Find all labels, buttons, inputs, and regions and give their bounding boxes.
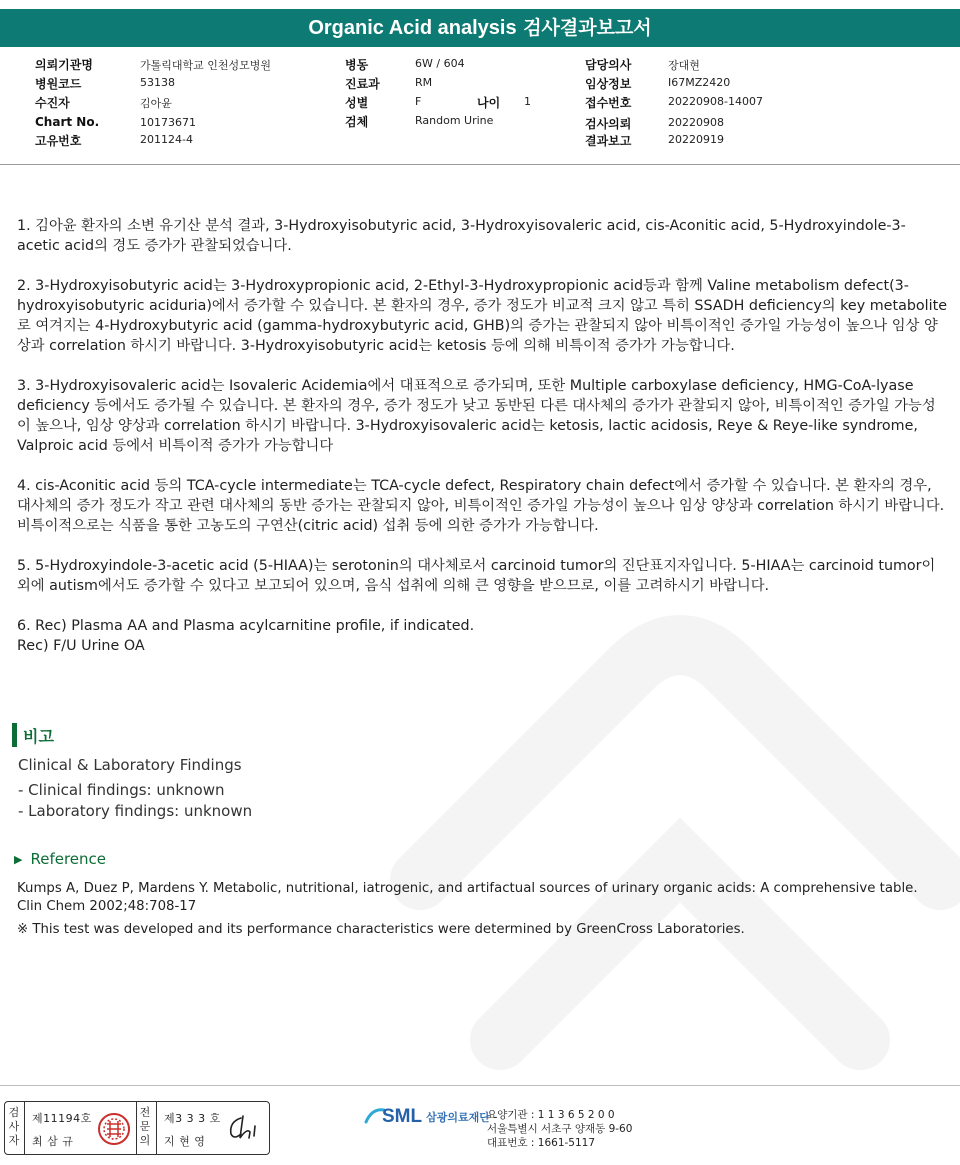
info-label-doctor: 담당의사 bbox=[585, 58, 632, 72]
info-label-receipt-no: 접수번호 bbox=[585, 96, 632, 110]
finding-paragraph-2: 2. 3-Hydroxyisobutyric acid는 3-Hydroxypropionic acid, 2-Ethyl-3-Hydroxypropionic acid등과 함께 Valine metabolism defect(3-hydroxyisobutyric aciduria)에서 증가할 수 있습니다. 본 환자의 경우, 증가 정도가 비교적 크지 않고 특히 SSADH deficiency의 key metabolite로 여겨지는 4-Hydroxybutyric acid (gamma-hydroxybutyric acid, GHB)의 증가는 관찰되지 않아 비특이적인 증가일 가능성이 높으나 임상 양상과 correlation 하시기 바랍니다. 3-Hydroxyisobutyric acid는 ketosis 등에 의해 비특이적 증가가 가능합니다. bbox=[17, 278, 947, 354]
signer1-license: 제11194호 bbox=[32, 1112, 92, 1125]
info-label-sex: 성별 bbox=[345, 96, 369, 110]
info-label-patient: 수진자 bbox=[35, 96, 70, 110]
lab-org-name: 삼광의료재단 bbox=[426, 1111, 490, 1124]
info-label-ward: 병동 bbox=[345, 58, 369, 72]
lab-address: 서울특별시 서초구 양재동 9-60 bbox=[487, 1123, 633, 1135]
reference-heading-text: Reference bbox=[30, 850, 107, 868]
info-value-clinical-info: I67MZ2420 bbox=[668, 76, 731, 89]
signature-divider bbox=[24, 1102, 25, 1154]
finding-paragraph-3: 3. 3-Hydroxyisovaleric acid는 Isovaleric Acidemia에서 대표적으로 증가되며, 또한 Multiple carboxylase deficiency, HMG-CoA-lyase deficiency 등에서도 증가될 수 있습니다. 본 환자의 경우, 증가 정도가 낮고 동반된 다른 대사체의 증가가 관찰되지 않아, 비특이적인 증가일 가능성이 높으나, 임상 양상과 correlation 하시기 바랍니다. 3-Hydroxyisovaleric acid는 ketosis, lactic acidosis, Reye & Reye-like syndrome, Valproic acid 등에서 비특이적 증가가 가능합니다 bbox=[17, 378, 936, 454]
info-label-request-date: 검사의뢰 bbox=[585, 117, 632, 131]
reference-heading bbox=[14, 850, 106, 868]
info-label-department: 진료과 bbox=[345, 77, 380, 91]
info-label-clinical-info: 임상정보 bbox=[585, 77, 632, 91]
finding-paragraph-1: 1. 김아윤 환자의 소변 유기산 분석 결과, 3-Hydroxyisobutyric acid, 3-Hydroxyisovaleric acid, cis-Aconitic acid, 5-Hydroxyindole-3-acetic acid의 경도 증가가 관찰되었습니다. bbox=[17, 218, 906, 254]
info-value-chart-no: 10173671 bbox=[140, 116, 196, 129]
info-value-specimen: Random Urine bbox=[415, 114, 494, 127]
test-disclaimer-note: ※ This test was developed and its performance characteristics were determined by GreenCross Laboratories. bbox=[17, 922, 745, 937]
info-value-request-date: 20220908 bbox=[668, 116, 724, 129]
finding-paragraph-5: 5. 5-Hydroxyindole-3-acetic acid (5-HIAA)는 serotonin의 대사체로서 carcinoid tumor의 진단표지자입니다. 5-HIAA는 carcinoid tumor이외에 autism에서도 증가할 수 있다고 보고되어 있으며, 음식 섭취에 의해 큰 영향을 받으므로, 이를 고려하시기 바랍니다. bbox=[17, 558, 936, 594]
remarks-accent-bar bbox=[12, 723, 17, 747]
lab-institution-code: 요양기관 : 1 1 3 6 5 2 0 0 bbox=[487, 1109, 615, 1121]
report-title-ko: 검사결과보고서 bbox=[523, 17, 652, 39]
patient-info-section bbox=[0, 52, 960, 165]
info-value-receipt-no: 20220908-14007 bbox=[668, 95, 763, 108]
findings-subheading: Clinical & Laboratory Findings bbox=[18, 756, 242, 774]
footer-divider bbox=[0, 1085, 960, 1086]
info-label-age: 나이 bbox=[477, 96, 501, 110]
info-value-hospital-code: 53138 bbox=[140, 76, 175, 89]
info-value-department: RM bbox=[415, 76, 433, 89]
remarks-heading bbox=[12, 722, 54, 748]
info-label-institution: 의뢰기관명 bbox=[35, 58, 93, 72]
signature-divider bbox=[136, 1102, 137, 1154]
recommendation-line-1: 6. Rec) Plasma AA and Plasma acylcarnitine profile, if indicated. bbox=[17, 618, 475, 634]
signer2-name: 지 현 영 bbox=[164, 1135, 206, 1148]
laboratory-findings: - Laboratory findings: unknown bbox=[18, 802, 253, 820]
info-value-age: 1 bbox=[524, 95, 531, 108]
info-label-hospital-code: 병원코드 bbox=[35, 77, 82, 91]
signer1-role-label: 검사자 bbox=[8, 1106, 20, 1147]
info-value-unique-no: 201124-4 bbox=[140, 133, 193, 146]
info-value-report-date: 20220919 bbox=[668, 133, 724, 146]
findings-text bbox=[17, 216, 947, 656]
lab-logo bbox=[364, 1106, 490, 1128]
red-seal-stamp-icon bbox=[97, 1112, 131, 1146]
recommendation-line-2: Rec) F/U Urine OA bbox=[17, 638, 145, 654]
info-value-patient: 김아윤 bbox=[140, 97, 172, 110]
signer2-license: 제3 3 3 호 bbox=[164, 1112, 221, 1125]
info-label-specimen: 검체 bbox=[345, 115, 369, 129]
signer2-role-label: 전문의 bbox=[139, 1106, 151, 1147]
reference-citation: Kumps A, Duez P, Mardens Y. Metabolic, nutritional, iatrogenic, and artifactual sources of urinary organic acids: A comprehensive table. Clin Chem 2002;48:708-17 bbox=[17, 881, 918, 914]
finding-paragraph-4: 4. cis-Aconitic acid 등의 TCA-cycle intermediate는 TCA-cycle defect, Respiratory chain defect에서 증가할 수 있습니다. 본 환자의 경우, 대사체의 증가 정도가 작고 관련 대사체의 동반 증가는 관찰되지 않아, 비특이적인 증가일 가능성이 높으나 임상 양상과 correlation 하시기 바랍니다. 비특이적으로는 식품을 통한 고농도의 구연산(citric acid) 섭취 등에 의한 증가가 가능합니다. bbox=[17, 478, 945, 534]
signature-box bbox=[4, 1101, 270, 1155]
info-label-unique-no: 고유번호 bbox=[35, 134, 82, 148]
info-value-sex: F bbox=[415, 95, 422, 108]
clinical-findings: - Clinical findings: unknown bbox=[18, 781, 225, 799]
lab-phone: 대표번호 : 1661-5117 bbox=[487, 1137, 596, 1149]
report-title bbox=[0, 9, 960, 47]
report-title-en: Organic Acid analysis bbox=[308, 17, 517, 39]
handwritten-signature-icon bbox=[225, 1112, 263, 1144]
info-value-ward: 6W / 604 bbox=[415, 57, 465, 70]
info-value-institution: 가톨릭대학교 인천성모병원 bbox=[140, 59, 272, 72]
info-label-chart-no: Chart No. bbox=[35, 115, 100, 129]
clinical-lab-findings bbox=[18, 755, 252, 822]
lab-contact-info bbox=[487, 1108, 632, 1150]
remarks-heading-text: 비고 bbox=[23, 726, 54, 746]
sml-logo-text: SML bbox=[382, 1106, 423, 1127]
signer1-name: 최 삼 규 bbox=[32, 1135, 74, 1148]
info-value-doctor: 장대현 bbox=[668, 59, 700, 72]
info-label-report-date: 결과보고 bbox=[585, 134, 632, 148]
triangle-right-icon: ▶ bbox=[14, 852, 23, 866]
signature-divider bbox=[156, 1102, 157, 1154]
